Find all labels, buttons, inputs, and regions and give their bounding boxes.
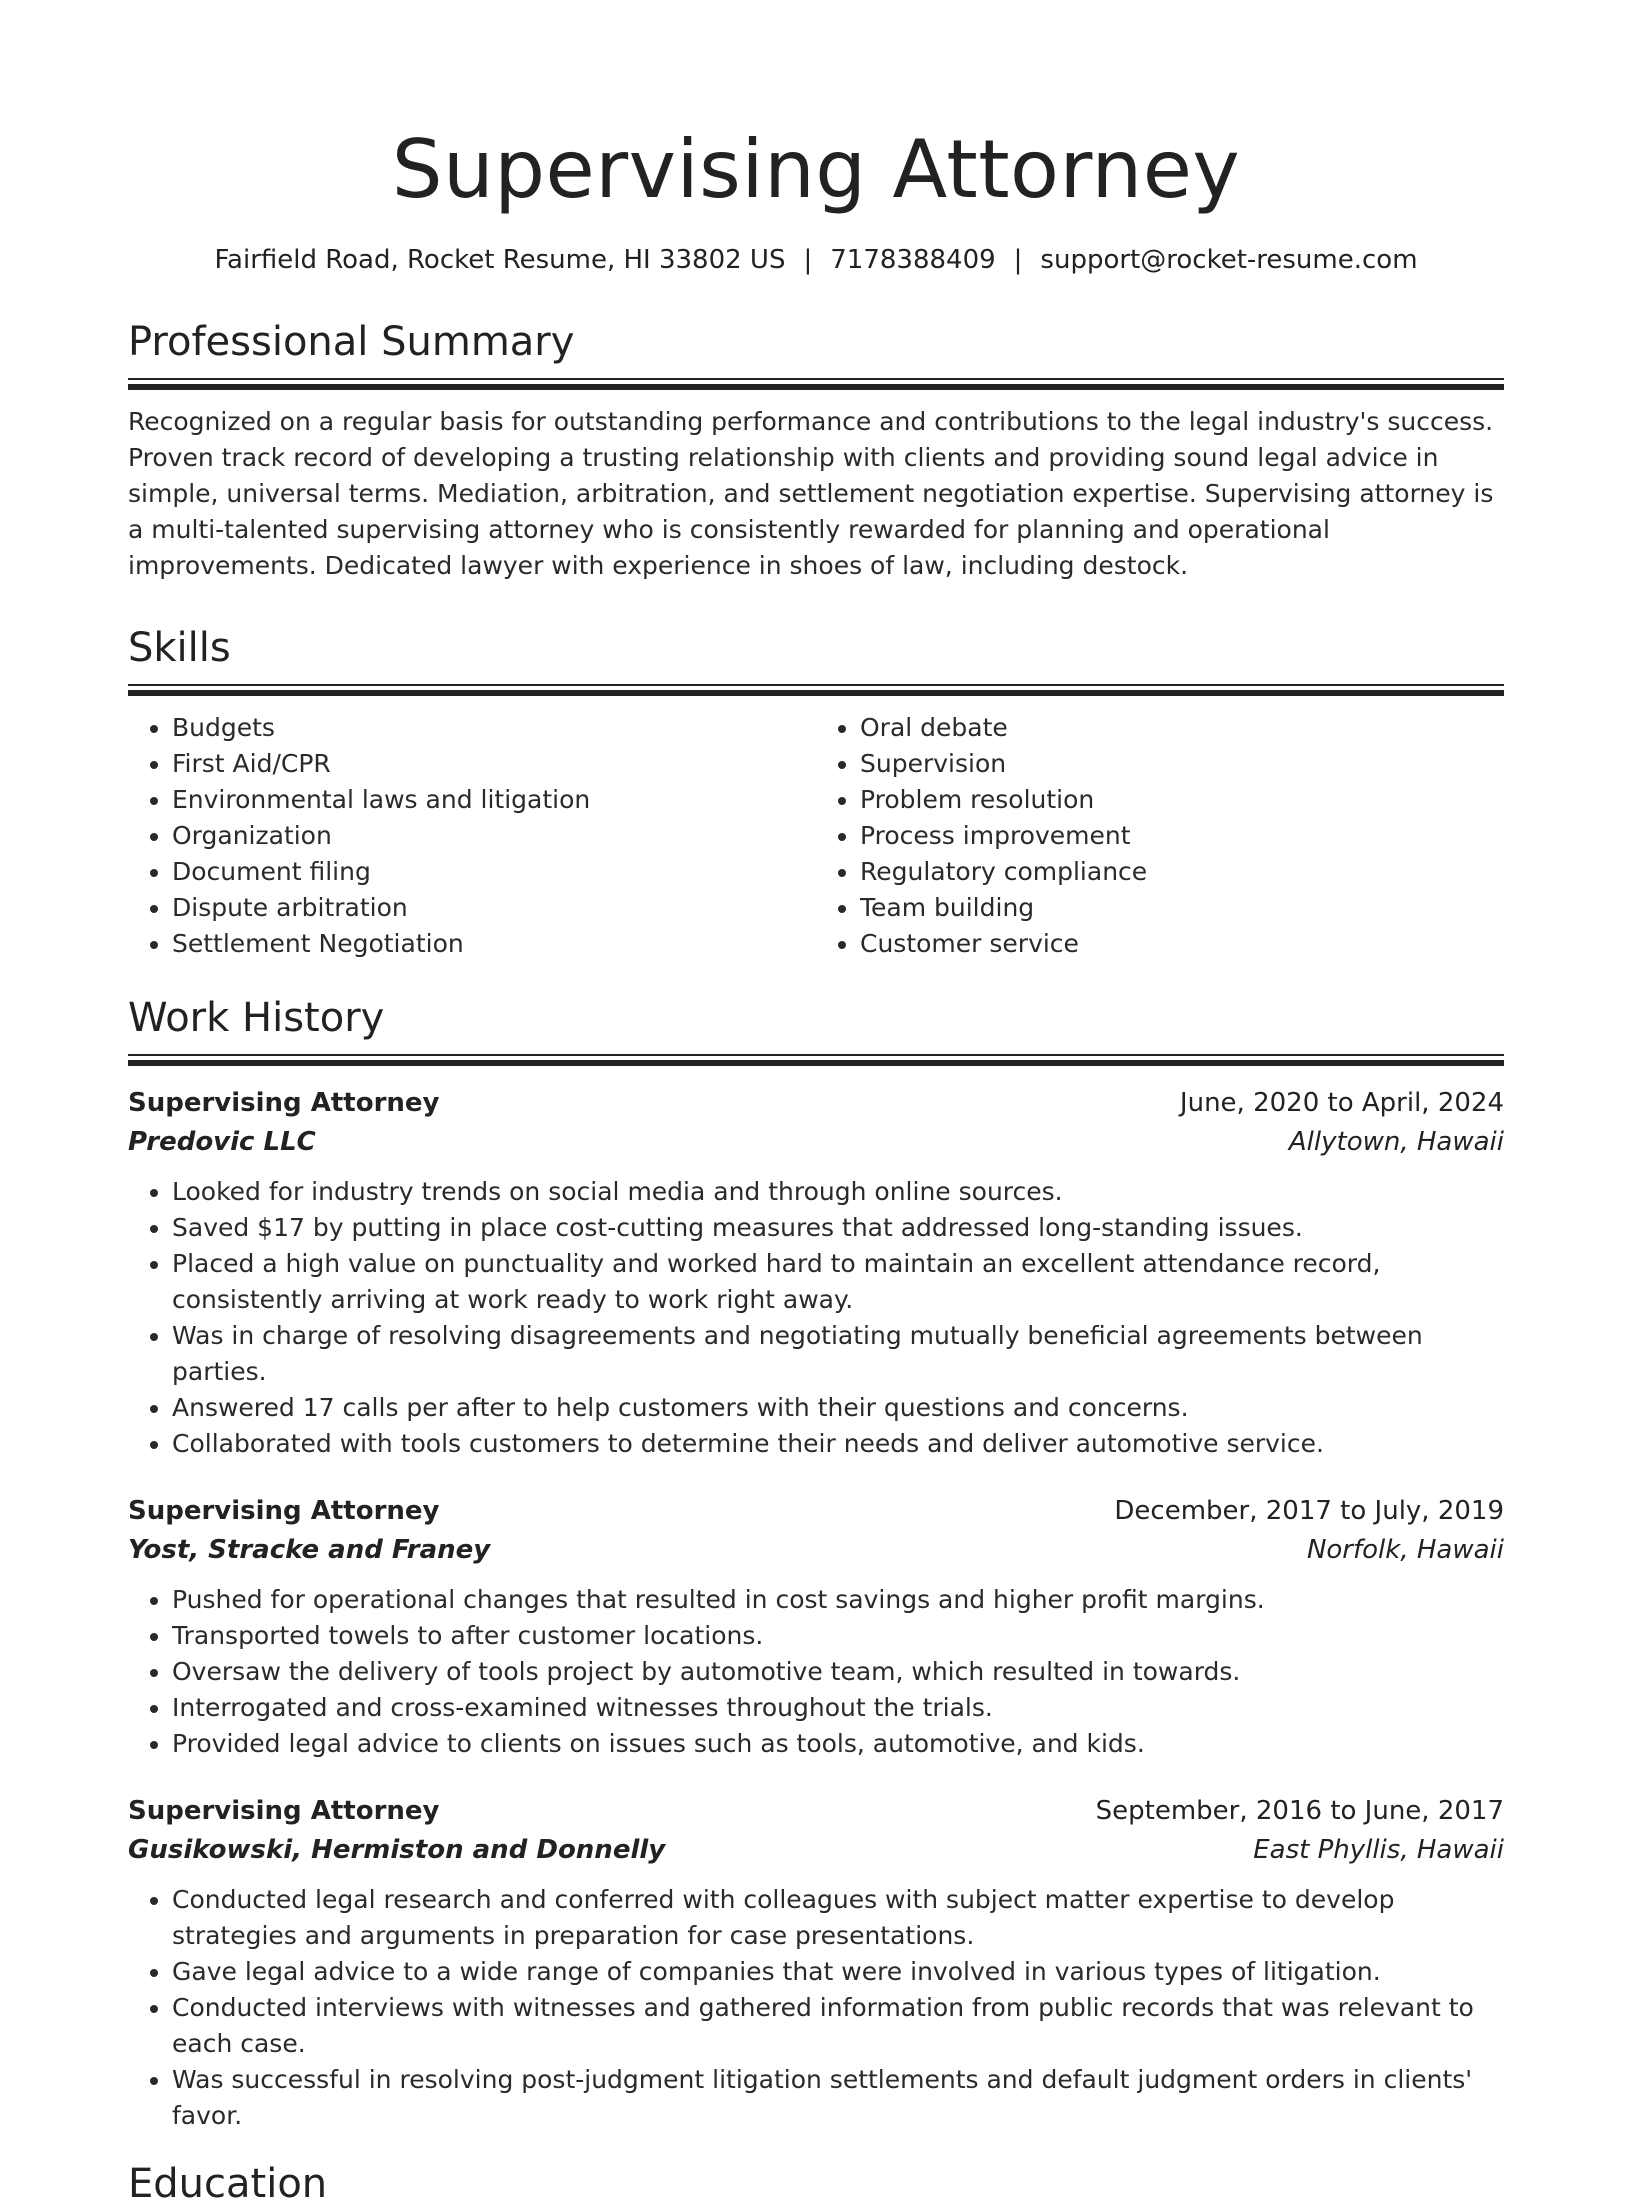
skill-item: • Dispute arbitration: [172, 890, 816, 926]
job-bullet: • Oversaw the delivery of tools project by automotive team, which resulted in towards.: [172, 1654, 1504, 1690]
section-divider: [128, 378, 1504, 390]
job-bullet: • Answered 17 calls per after to help customers with their questions and concerns.: [172, 1390, 1504, 1426]
job-bullet: • Conducted legal research and conferred with colleagues with subject matter expertise to develop strategies and arguments in preparation for case presentations.: [172, 1882, 1504, 1954]
job-title: Supervising Attorney: [128, 1088, 440, 1118]
summary-text: Recognized on a regular basis for outstanding performance and contributions to the legal industry's success. Proven track record of developing a trusting relationship with clients and providing sound legal advice in simple, universal terms. Mediation, arbitration, and settlement negotiation expertise. Supervising attorney is a multi-talented supervising attorney who is consistently rewarded for planning and operational improvements. Dedicated lawyer with experience in shoes of law, including destock.: [128, 407, 1494, 580]
job-title: Supervising Attorney: [128, 1496, 440, 1526]
skill-item: • Budgets: [172, 710, 816, 746]
job-bullet: • Interrogated and cross-examined witnesses throughout the trials.: [172, 1690, 1504, 1726]
job-subheader: [128, 1830, 1504, 1870]
section-divider: [128, 1054, 1504, 1066]
skill-item: • Customer service: [860, 926, 1504, 962]
section-divider: [128, 684, 1504, 696]
job-bullets: [128, 1882, 1504, 2134]
job-bullet: • Provided legal advice to clients on issues such as tools, automotive, and kids.: [172, 1726, 1504, 1762]
skills-section: [128, 624, 1504, 962]
section-title-summary: Professional Summary: [128, 319, 575, 365]
skill-item: • Process improvement: [860, 818, 1504, 854]
skills-list-right: [816, 710, 1504, 962]
job-bullet: • Collaborated with tools customers to determine their needs and deliver automotive service.: [172, 1426, 1504, 1462]
job-subheader: [128, 1530, 1504, 1570]
job-company: Predovic LLC: [128, 1127, 316, 1157]
skill-item: • Document filing: [172, 854, 816, 890]
job-title: Supervising Attorney: [128, 1796, 440, 1826]
job-bullets: [128, 1582, 1504, 1762]
job-bullet: • Was in charge of resolving disagreements and negotiating mutually beneficial agreements between parties.: [172, 1318, 1504, 1390]
contact-separator: |: [1013, 245, 1023, 275]
skill-item: • First Aid/CPR: [172, 746, 816, 782]
job-bullet: • Transported towels to after customer locations.: [172, 1618, 1504, 1654]
section-title-skills: Skills: [128, 625, 231, 671]
job-dates: December, 2017 to July, 2019: [1114, 1496, 1504, 1526]
job-bullet: • Looked for industry trends on social media and through online sources.: [172, 1174, 1504, 1210]
education-section: [128, 2160, 1504, 2208]
job-dates: June, 2020 to April, 2024: [1179, 1088, 1504, 1118]
skill-item: • Environmental laws and litigation: [172, 782, 816, 818]
job-bullet: • Gave legal advice to a wide range of companies that were involved in various types of litigation.: [172, 1954, 1504, 1990]
contact-phone: 7178388409: [830, 245, 996, 275]
job-entry: [128, 1084, 1504, 1462]
contact-address: Fairfield Road, Rocket Resume, HI 33802 US: [214, 245, 786, 275]
skill-item: • Problem resolution: [860, 782, 1504, 818]
job-company: Gusikowski, Hermiston and Donnelly: [128, 1835, 666, 1865]
skill-item: • Team building: [860, 890, 1504, 926]
skill-item: • Organization: [172, 818, 816, 854]
skill-item: • Supervision: [860, 746, 1504, 782]
skill-item: • Regulatory compliance: [860, 854, 1504, 890]
skills-columns: [128, 710, 1504, 962]
job-bullet: • Saved $17 by putting in place cost-cutting measures that addressed long-standing issues.: [172, 1210, 1504, 1246]
job-bullets: [128, 1174, 1504, 1462]
job-location: Norfolk, Hawaii: [1306, 1535, 1504, 1565]
job-bullet: • Conducted interviews with witnesses and gathered information from public records that was relevant to each case.: [172, 1990, 1504, 2062]
job-subheader: [128, 1122, 1504, 1162]
job-company: Yost, Stracke and Franey: [128, 1535, 491, 1565]
job-header: [128, 1084, 1504, 1122]
skills-list-left: [128, 710, 816, 962]
job-location: Allytown, Hawaii: [1288, 1127, 1504, 1157]
skill-item: • Settlement Negotiation: [172, 926, 816, 962]
contact-email: support@rocket-resume.com: [1040, 245, 1418, 275]
job-header: [128, 1792, 1504, 1830]
job-bullet: • Pushed for operational changes that resulted in cost savings and higher profit margins.: [172, 1582, 1504, 1618]
job-header: [128, 1492, 1504, 1530]
job-entry: [128, 1492, 1504, 1762]
work-history-section: [128, 994, 1504, 2134]
contact-separator: |: [803, 245, 813, 275]
section-title-education: Education: [128, 2161, 328, 2207]
contact-line: [128, 244, 1504, 276]
skill-item: • Oral debate: [860, 710, 1504, 746]
section-title-work: Work History: [128, 995, 385, 1041]
job-bullet: • Placed a high value on punctuality and worked hard to maintain an excellent attendance record, consistently arriving at work ready to work right away.: [172, 1246, 1504, 1318]
resume-name: Supervising Attorney: [391, 123, 1241, 216]
job-entry: [128, 1792, 1504, 2134]
job-bullet: • Was successful in resolving post-judgment litigation settlements and default judgment orders in clients' favor.: [172, 2062, 1504, 2134]
job-dates: September, 2016 to June, 2017: [1095, 1796, 1504, 1826]
job-location: East Phyllis, Hawaii: [1253, 1835, 1504, 1865]
professional-summary-section: [128, 318, 1504, 584]
